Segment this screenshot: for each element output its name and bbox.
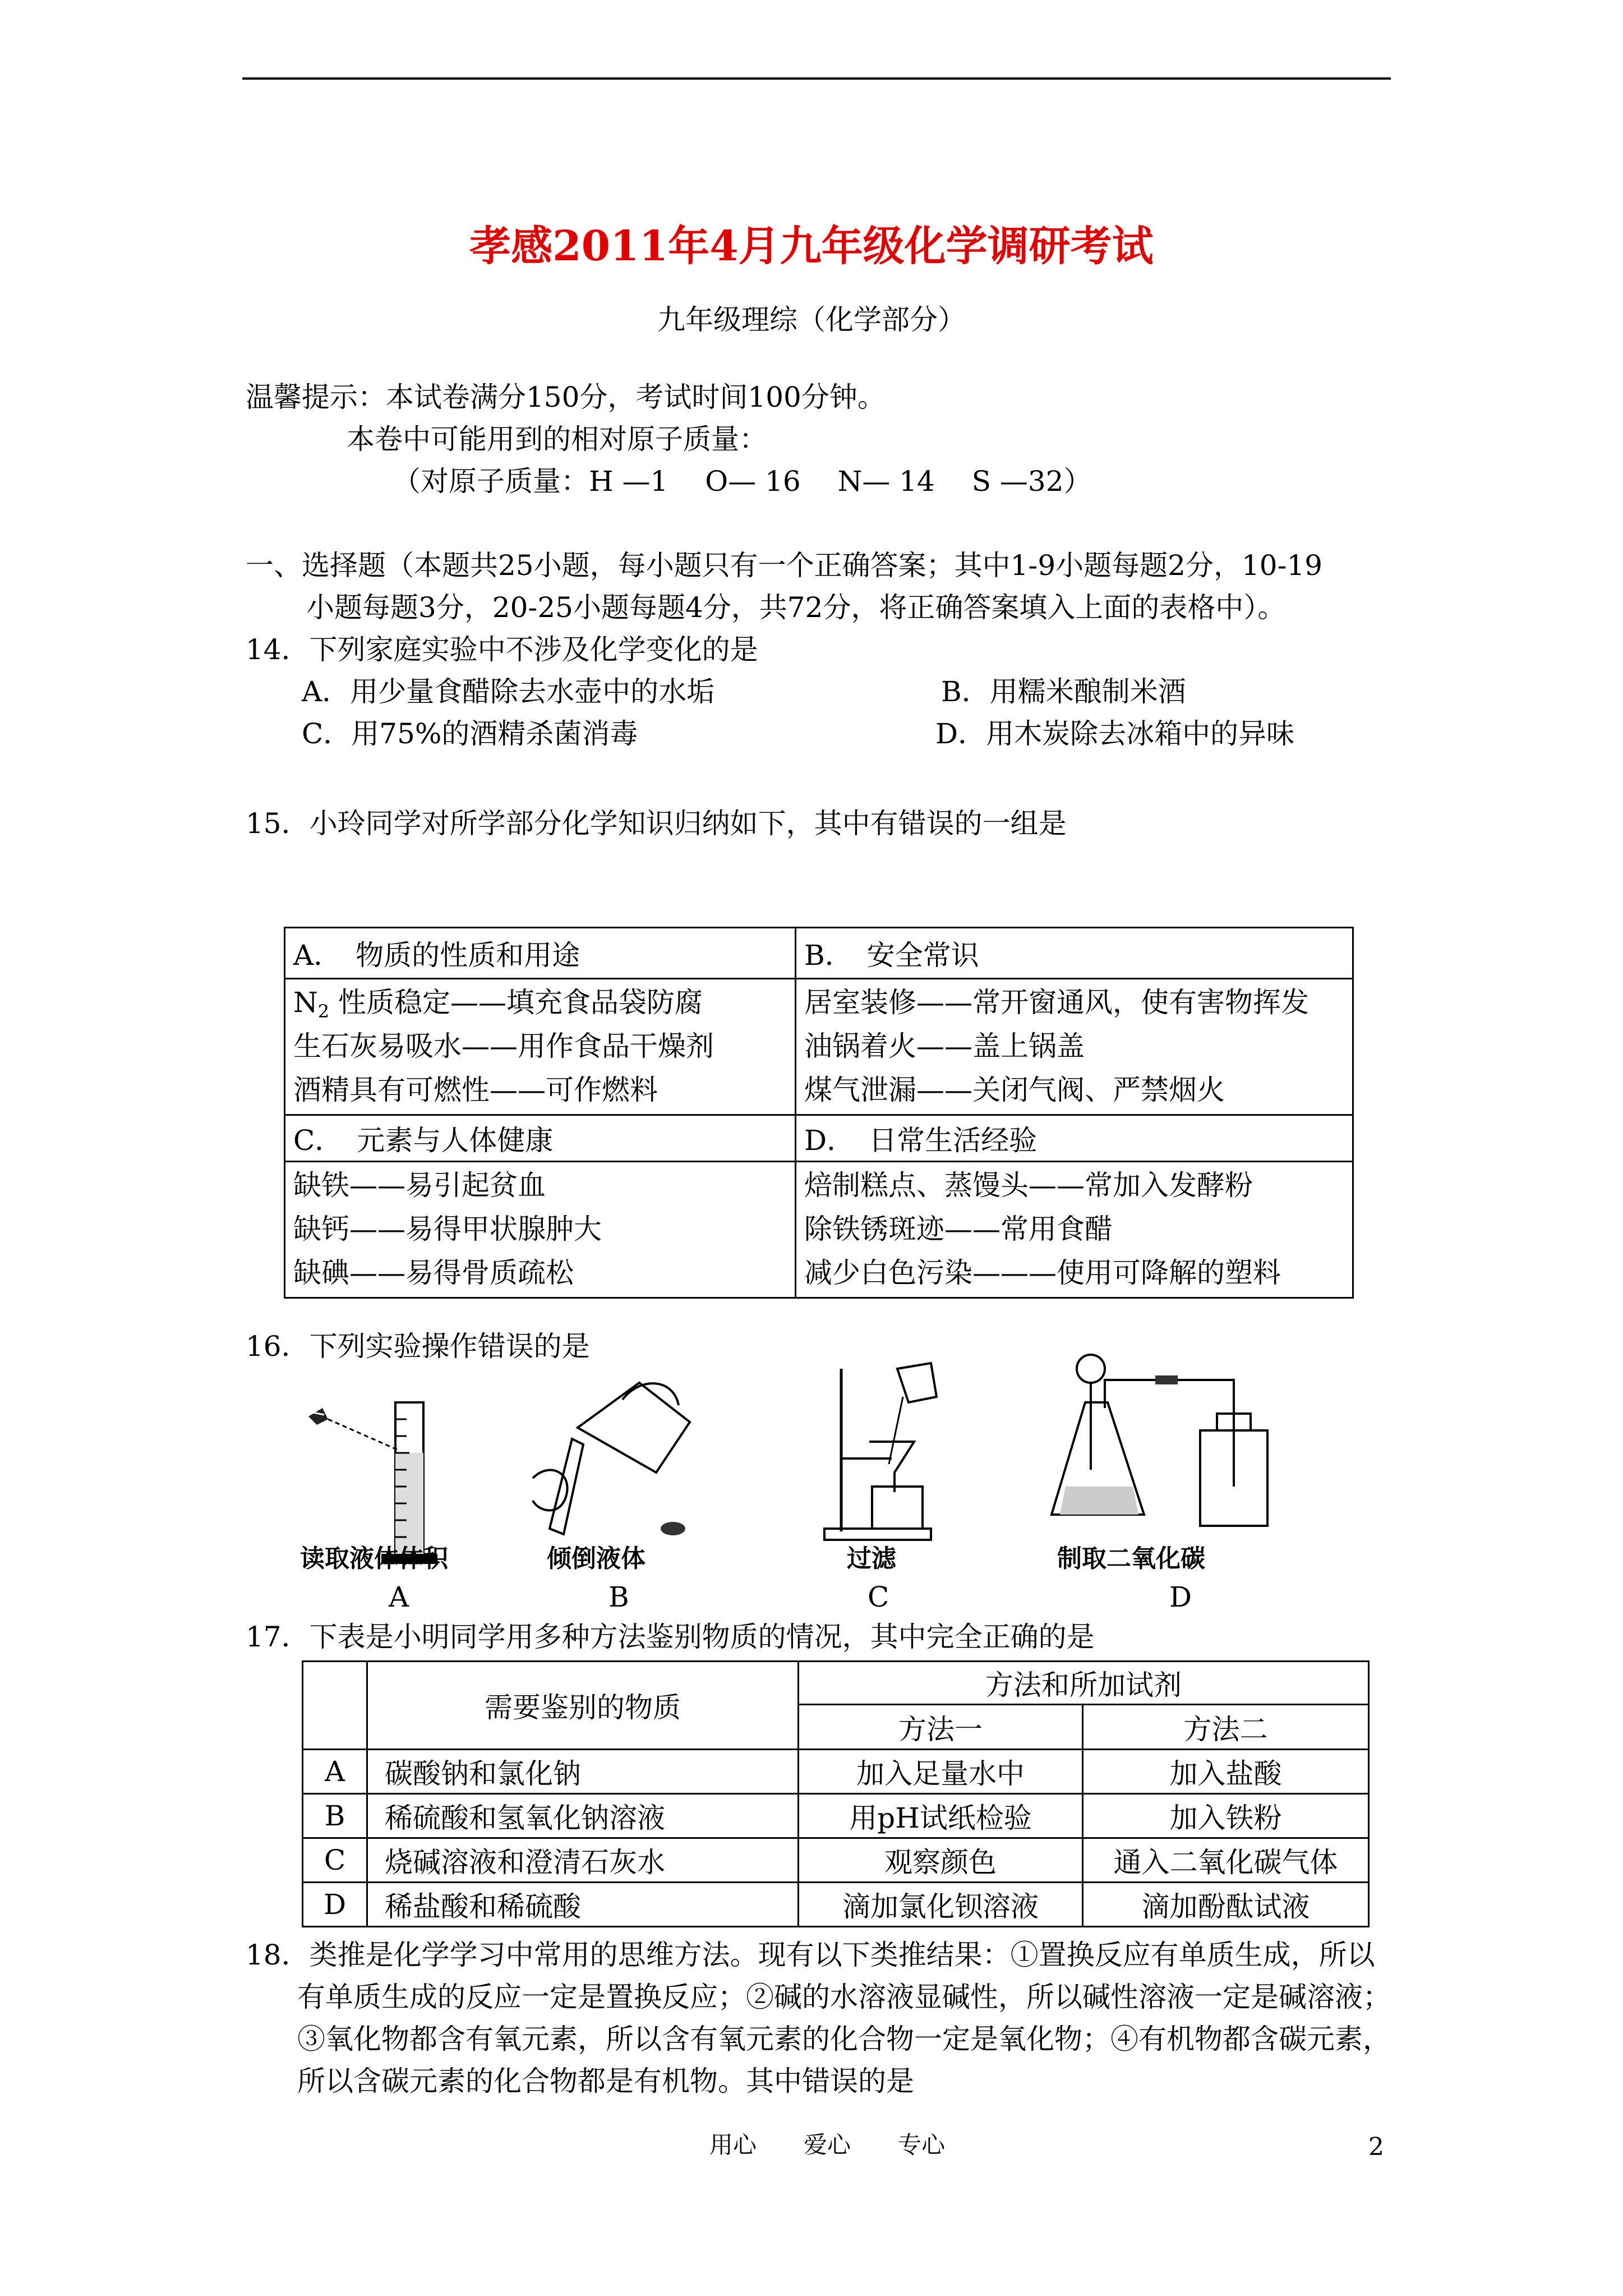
q15-c-line-2: 缺钙——易得甲状腺肿大 bbox=[293, 1213, 602, 1245]
q15-a-line-1: $N_2$ 性质稳定——填充食品袋防腐 bbox=[293, 986, 703, 1022]
q15-b-line-2: 油锅着火——盖上锅盖 bbox=[804, 1030, 1085, 1062]
q15-cell-c-body bbox=[285, 1162, 796, 1298]
figure-b-letter: B bbox=[608, 1581, 629, 1613]
q15-a-line-3: 酒精具有可燃性——可作燃料 bbox=[293, 1074, 658, 1106]
page-number: 2 bbox=[1368, 2133, 1384, 2161]
q17-stem: 17．下表是小明同学用多种方法鉴别物质的情况，其中完全正确的是 bbox=[246, 1621, 1095, 1653]
q17-row-a-method-1: 加入足量水中 bbox=[799, 1750, 1083, 1794]
figure-pour-liquid bbox=[510, 1360, 712, 1540]
figure-d-caption: 制取二氧化碳 bbox=[1057, 1544, 1205, 1573]
q17-row-a-method-2: 加入盐酸 bbox=[1083, 1750, 1369, 1794]
q14-option-d: D．用木炭除去冰箱中的异味 bbox=[935, 717, 1295, 750]
q15-b-line-3: 煤气泄漏——关闭气阀、严禁烟火 bbox=[804, 1074, 1225, 1106]
q15-stem: 15．小玲同学对所学部分化学知识归纳如下，其中有错误的一组是 bbox=[246, 807, 1067, 840]
q17-table bbox=[302, 1660, 1370, 1927]
footer-motto: 用心 爱心 专心 bbox=[709, 2131, 946, 2159]
q15-cell-b-body bbox=[796, 979, 1353, 1115]
q18-line-1: 18．类推是化学学习中常用的思维方法。现有以下类推结果：①置换反应有单质生成，所以 bbox=[246, 1939, 1375, 1971]
figure-prepare-co2 bbox=[1049, 1346, 1290, 1537]
q17-col-method-1: 方法一 bbox=[799, 1705, 1083, 1750]
q15-c-line-3: 缺碘——易得骨质疏松 bbox=[293, 1257, 574, 1289]
q14-stem: 14．下列家庭实验中不涉及化学变化的是 bbox=[246, 633, 758, 666]
section-heading-line-2: 小题每题3分，20-25小题每题4分，共72分，将正确答案填入上面的表格中）。 bbox=[306, 591, 1286, 624]
q18-line-4: 所以含碳元素的化合物都是有机物。其中错误的是 bbox=[297, 2065, 914, 2097]
q15-cell-c-head: C． 元素与人体健康 bbox=[285, 1115, 796, 1162]
q17-row-c-method-1: 观察颜色 bbox=[799, 1838, 1083, 1883]
q17-col-method: 方法和所加试剂 bbox=[799, 1662, 1369, 1705]
q16-stem: 16．下列实验操作错误的是 bbox=[246, 1330, 590, 1363]
page-title: 孝感2011年4月九年级化学调研考试 bbox=[469, 222, 1154, 270]
q15-cell-d-head: D． 日常生活经验 bbox=[796, 1115, 1353, 1162]
q15-c-line-1: 缺铁——易引起贫血 bbox=[293, 1169, 546, 1202]
q17-row-d-method-1: 滴加氯化钡溶液 bbox=[799, 1883, 1083, 1927]
notice-line-2: 本卷中可能用到的相对原子质量： bbox=[347, 423, 767, 455]
q15-a-line-2: 生石灰易吸水——用作食品干燥剂 bbox=[293, 1030, 714, 1062]
q15-cell-d-body bbox=[796, 1162, 1353, 1298]
q17-row-a-id: A bbox=[303, 1750, 367, 1794]
notice-line-1: 温馨提示：本试卷满分150分，考试时间100分钟。 bbox=[246, 381, 886, 413]
q14-option-b: B．用糯米酿制米酒 bbox=[941, 675, 1186, 708]
q17-col-method-2: 方法二 bbox=[1083, 1705, 1369, 1750]
q17-row-b-method-1: 用pH试纸检验 bbox=[799, 1794, 1083, 1838]
q17-row-d-id: D bbox=[303, 1883, 367, 1927]
q15-cell-a-body bbox=[285, 979, 796, 1115]
q15-cell-a-head: A． 物质的性质和用途 bbox=[285, 928, 796, 979]
header-rule bbox=[242, 77, 1391, 80]
q15-d-line-1: 焙制糕点、蒸馒头——常加入发酵粉 bbox=[804, 1169, 1253, 1202]
q17-row-d-method-2: 滴加酚酞试液 bbox=[1083, 1883, 1369, 1927]
q17-row-b-substance: 稀硫酸和氢氧化钠溶液 bbox=[367, 1794, 799, 1838]
section-heading-line-1: 一、选择题（本题共25小题，每小题只有一个正确答案；其中1-9小题每题2分，10-19 bbox=[246, 549, 1323, 582]
q17-row-d-substance: 稀盐酸和稀硫酸 bbox=[367, 1883, 799, 1927]
q17-corner-cell bbox=[303, 1662, 367, 1750]
figure-b-caption: 倾倒液体 bbox=[547, 1544, 645, 1573]
page-subtitle: 九年级理综（化学部分） bbox=[657, 303, 966, 336]
notice-line-3: （对原子质量：H —1 O— 16 N— 14 S —32） bbox=[393, 465, 1092, 498]
q15-table bbox=[284, 927, 1354, 1299]
figure-c-caption: 过滤 bbox=[847, 1544, 896, 1573]
q15-d-line-3: 减少白色污染———使用可降解的塑料 bbox=[804, 1257, 1281, 1289]
figure-a-caption: 读取液体体积 bbox=[300, 1544, 448, 1573]
figure-c-letter: C bbox=[868, 1581, 889, 1613]
figure-filtration bbox=[819, 1358, 965, 1548]
q17-row-c-substance: 烧碱溶液和澄清石灰水 bbox=[367, 1838, 799, 1883]
figure-d-letter: D bbox=[1169, 1581, 1192, 1613]
q17-row-b-id: B bbox=[303, 1794, 367, 1838]
q17-row-a-substance: 碳酸钠和氯化钠 bbox=[367, 1750, 799, 1794]
q17-row-c-id: C bbox=[303, 1838, 367, 1883]
q14-option-c: C．用75%的酒精杀菌消毒 bbox=[302, 717, 638, 750]
q14-option-a: A．用少量食醋除去水壶中的水垢 bbox=[302, 675, 715, 708]
q15-cell-b-head: B． 安全常识 bbox=[796, 928, 1353, 979]
q17-row-c-method-2: 通入二氧化碳气体 bbox=[1083, 1838, 1369, 1883]
q17-row-b-method-2: 加入铁粉 bbox=[1083, 1794, 1369, 1838]
figure-a-letter: A bbox=[389, 1581, 409, 1613]
q15-b-line-1: 居室装修——常开窗通风，使有害物挥发 bbox=[804, 986, 1309, 1019]
q17-col-substance: 需要鉴别的物质 bbox=[367, 1662, 799, 1750]
q18-line-2: 有单质生成的反应一定是置换反应；②碱的水溶液显碱性，所以碱性溶液一定是碱溶液； bbox=[297, 1981, 1391, 2013]
q15-d-line-2: 除铁锈斑迹——常用食醋 bbox=[804, 1213, 1113, 1245]
q18-line-3: ③氧化物都含有氧元素，所以含有氧元素的化合物一定是氧化物；④有机物都含碳元素， bbox=[297, 2023, 1391, 2055]
